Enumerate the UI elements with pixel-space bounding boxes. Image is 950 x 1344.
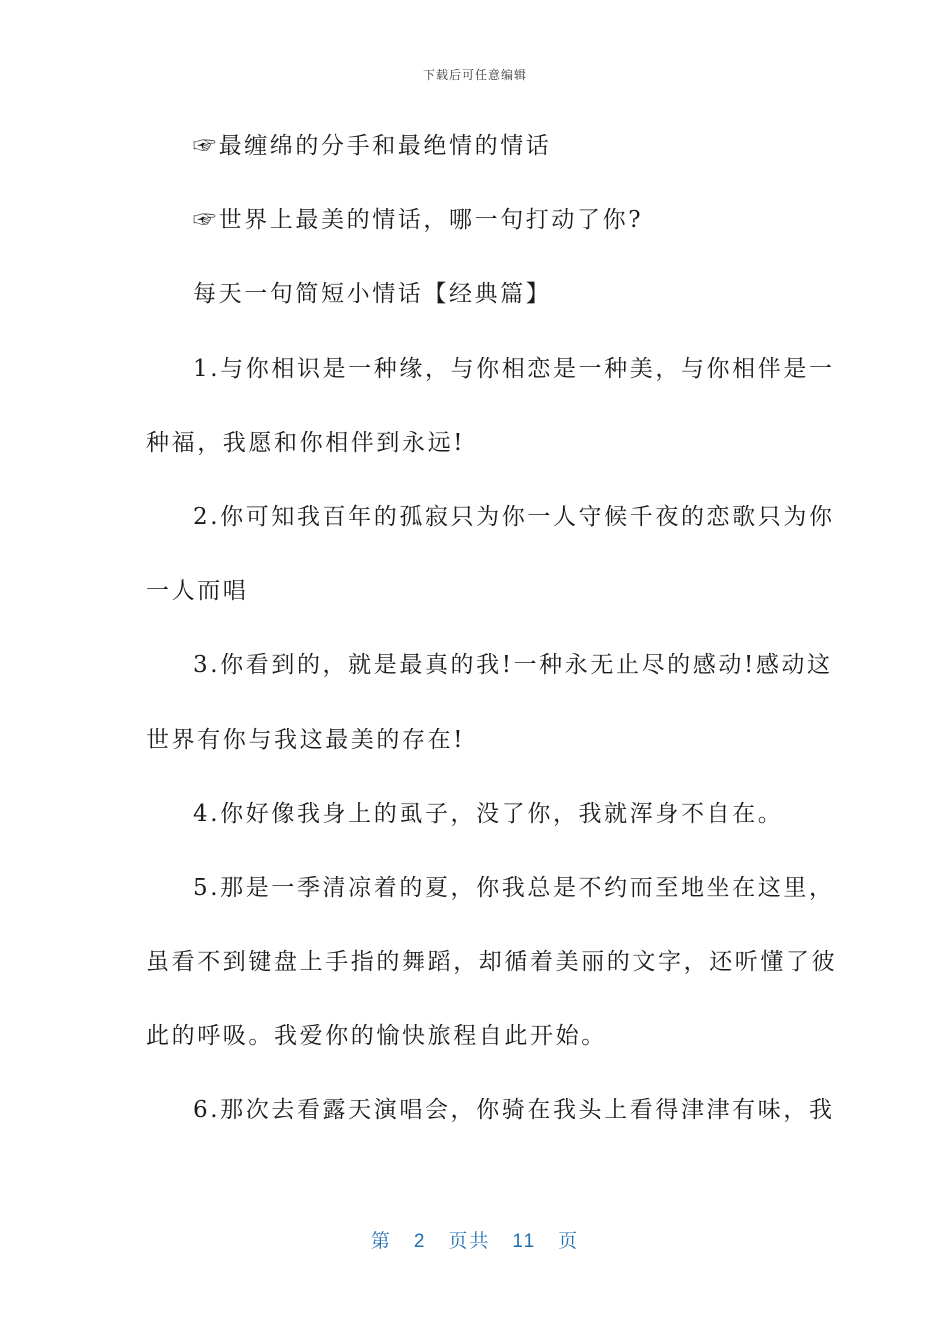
paragraph-line: 5.那是一季清凉着的夏，你我总是不约而至地坐在这里，: [193, 874, 835, 901]
footer-current-page: 2: [413, 1231, 427, 1252]
paragraph-line: 虽看不到键盘上手指的舞蹈，却循着美丽的文字，还听懂了彼: [146, 949, 838, 976]
paragraph-line: 3.你看到的，就是最真的我!一种永无止尽的感动!感动这: [193, 652, 833, 679]
page-header-note: 下载后可任意编辑: [422, 68, 527, 82]
paragraph-line: 4.你好像我身上的虱子，没了你，我就浑身不自在。: [193, 800, 784, 827]
page-footer: [0, 1226, 950, 1253]
paragraph-line: 1.与你相识是一种缘，与你相恋是一种美，与你相伴是一: [193, 355, 835, 382]
section-heading: 每天一句简短小情话【经典篇】: [193, 281, 552, 308]
document-body: [146, 127, 838, 1166]
paragraph-line: 世界有你与我这最美的存在!: [146, 726, 466, 753]
paragraph-line: 种福，我愿和你相伴到永远!: [146, 429, 466, 456]
paragraph-line: ☞世界上最美的情话，哪一句打动了你?: [193, 207, 644, 234]
paragraph-line: 此的呼吸。我爱你的愉快旅程自此开始。: [146, 1023, 607, 1050]
footer-mid: 页共: [448, 1231, 491, 1252]
footer-suffix: 页: [558, 1231, 580, 1252]
footer-prefix: 第: [370, 1231, 392, 1252]
paragraph-line: 2.你可知我百年的孤寂只为你一人守候千夜的恋歌只为你: [193, 503, 835, 530]
paragraph-line: 一人而唱: [146, 578, 249, 605]
paragraph-line: ☞最缠绵的分手和最绝情的情话: [193, 133, 552, 159]
paragraph-line: 6.那次去看露天演唱会，你骑在我头上看得津津有味，我: [193, 1097, 835, 1124]
footer-total-pages: 11: [512, 1231, 537, 1252]
